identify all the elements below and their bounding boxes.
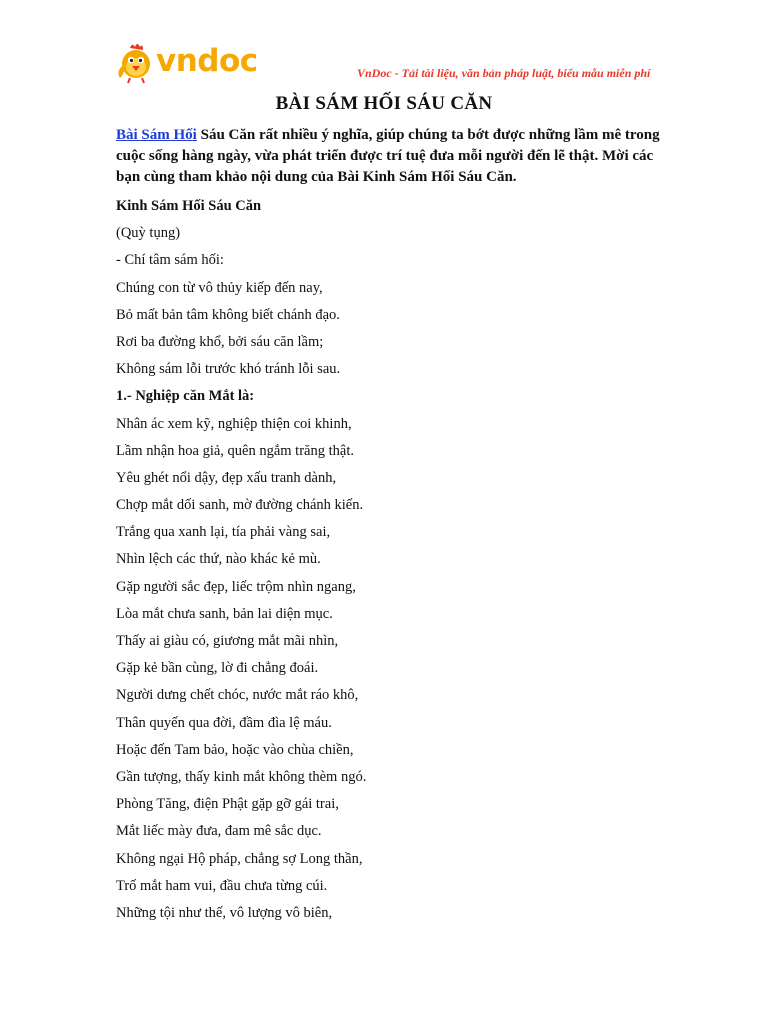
text-line: Nhìn lệch các thứ, nào khác kẻ mù.: [116, 551, 321, 568]
vndoc-logo[interactable]: [116, 42, 258, 84]
text-line: Thân quyến qua đời, đầm đìa lệ máu.: [116, 714, 332, 731]
section-heading: Kinh Sám Hối Sáu Căn: [116, 198, 262, 214]
text-line: Trắng qua xanh lại, tía phải vàng sai,: [116, 524, 331, 541]
text-line: Gặp kẻ bần cùng, lờ đi chẳng đoái.: [116, 660, 319, 677]
page-title: BÀI SÁM HỐI SÁU CĂN: [275, 93, 493, 114]
text-line: Mắt liếc mày đưa, đam mê sắc dục.: [116, 823, 322, 840]
text-line: Nhân ác xem kỹ, nghiệp thiện coi khinh,: [116, 415, 352, 432]
text-line: Người dưng chết chóc, nước mắt ráo khô,: [116, 687, 359, 704]
text-line: Yêu ghét nổi dậy, đẹp xấu tranh dành,: [116, 469, 337, 486]
text-line: Những tội như thế, vô lượng vô biên,: [116, 904, 333, 921]
document-body: [116, 193, 676, 927]
chick-mascot-icon: [116, 42, 156, 84]
text-line: Phòng Tăng, điện Phật gặp gỡ gái trai,: [116, 796, 339, 813]
text-line: Trố mắt ham vui, đầu chưa từng cúi.: [116, 877, 328, 894]
text-line: (Quỳ tụng): [116, 225, 181, 242]
text-line: Không sám lỗi trước khó tránh lỗi sau.: [116, 361, 341, 378]
text-line: - Chí tâm sám hối:: [116, 252, 224, 269]
logo-wordmark: vndoc: [156, 43, 258, 79]
text-line: Lầm nhận hoa giả, quên ngắm trăng thật.: [116, 442, 354, 459]
intro-link[interactable]: Bài Sám Hối: [116, 127, 197, 143]
site-tagline: VnDoc - Tải tài liệu, văn bản pháp luật, biểu mẫu miễn phí: [357, 66, 651, 80]
section-heading: 1.- Nghiệp căn Mắt là:: [116, 388, 255, 405]
page-header: [0, 0, 768, 100]
text-line: Chợp mắt dối sanh, mờ đường chánh kiến.: [116, 497, 364, 514]
text-line: Rơi ba đường khổ, bởi sáu căn lầm;: [116, 333, 324, 350]
text-line: Hoặc đến Tam bảo, hoặc vào chùa chiền,: [116, 741, 354, 758]
text-line: Không ngại Hộ pháp, chẳng sợ Long thần,: [116, 850, 363, 867]
text-line: Gặp người sắc đẹp, liếc trộm nhìn ngang,: [116, 578, 356, 595]
intro-paragraph: [116, 125, 661, 188]
text-line: Bỏ mất bản tâm không biết chánh đạo.: [116, 306, 340, 323]
text-line: Gần tượng, thấy kinh mắt không thèm ngó.: [116, 768, 367, 785]
text-line: Lòa mắt chưa sanh, bản lai diện mục.: [116, 605, 333, 622]
text-line: Chúng con từ vô thủy kiếp đến nay,: [116, 279, 323, 296]
text-line: Thấy ai giàu có, giương mắt mãi nhìn,: [116, 633, 339, 649]
intro-text: Sáu Căn rất nhiều ý nghĩa, giúp chúng ta bớt được những lầm mê trong cuộc sống hàng ngày, vừa phát triển được trí tuệ đưa mỗi người đến lẽ thật. Mời các bạn cùng tham khảo nội dung của Bài Kinh Sám Hối Sáu Căn.: [116, 127, 660, 185]
